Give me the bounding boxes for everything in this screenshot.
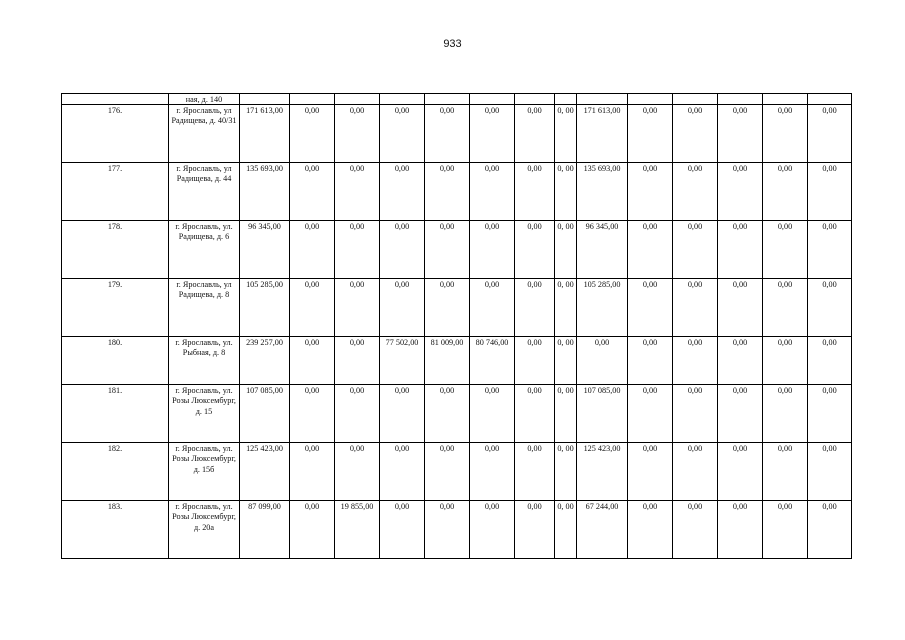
cell-c4: 0,00	[425, 221, 470, 279]
cell-c2: 0,00	[335, 443, 380, 501]
cell-empty	[555, 94, 577, 105]
cell-c12: 0,00	[763, 385, 808, 443]
cell-c8: 96 345,00	[577, 221, 628, 279]
cell-total: 125 423,00	[240, 443, 290, 501]
table-row	[62, 279, 852, 337]
cell-c9: 0,00	[628, 163, 673, 221]
cell-c7: 0, 00	[555, 279, 577, 337]
cell-c13: 0,00	[808, 221, 852, 279]
cell-c10: 0,00	[673, 337, 718, 385]
cell-c7: 0, 00	[555, 385, 577, 443]
cell-c10: 0,00	[673, 105, 718, 163]
cell-c6: 0,00	[515, 501, 555, 559]
cell-c4: 0,00	[425, 279, 470, 337]
cell-c11: 0,00	[718, 279, 763, 337]
cell-c3: 0,00	[380, 105, 425, 163]
cell-c4: 81 009,00	[425, 337, 470, 385]
cell-total: 107 085,00	[240, 385, 290, 443]
cell-empty	[380, 94, 425, 105]
data-table	[61, 93, 852, 559]
cell-c3: 0,00	[380, 221, 425, 279]
cell-n: 182.	[62, 443, 169, 501]
cell-c11: 0,00	[718, 501, 763, 559]
cell-total: 87 099,00	[240, 501, 290, 559]
cell-total: 135 693,00	[240, 163, 290, 221]
cell-c11: 0,00	[718, 385, 763, 443]
cell-c11: 0,00	[718, 163, 763, 221]
table-row	[62, 501, 852, 559]
cell-c5: 0,00	[470, 279, 515, 337]
cell-c1: 0,00	[290, 443, 335, 501]
cell-empty	[808, 94, 852, 105]
cell-c9: 0,00	[628, 221, 673, 279]
cell-c4: 0,00	[425, 163, 470, 221]
cell-total: 239 257,00	[240, 337, 290, 385]
cell-c13: 0,00	[808, 501, 852, 559]
cell-c8: 107 085,00	[577, 385, 628, 443]
cell-c8: 135 693,00	[577, 163, 628, 221]
cell-c4: 0,00	[425, 105, 470, 163]
cell-n: 183.	[62, 501, 169, 559]
cell-c2: 19 855,00	[335, 501, 380, 559]
cell-c10: 0,00	[673, 443, 718, 501]
table-row-continuation	[62, 94, 852, 105]
cell-c8: 67 244,00	[577, 501, 628, 559]
cell-address: ная, д. 140	[169, 94, 240, 105]
cell-c10: 0,00	[673, 221, 718, 279]
cell-c11: 0,00	[718, 221, 763, 279]
cell-c7: 0, 00	[555, 105, 577, 163]
cell-c13: 0,00	[808, 279, 852, 337]
table-row	[62, 163, 852, 221]
cell-address: г. Ярославль, ул. Радищева, д. 6	[169, 221, 240, 279]
cell-c9: 0,00	[628, 501, 673, 559]
table-row	[62, 385, 852, 443]
cell-c10: 0,00	[673, 163, 718, 221]
cell-c2: 0,00	[335, 337, 380, 385]
cell-c3: 0,00	[380, 443, 425, 501]
cell-c2: 0,00	[335, 221, 380, 279]
cell-c3: 0,00	[380, 163, 425, 221]
cell-empty	[240, 94, 290, 105]
cell-c4: 0,00	[425, 443, 470, 501]
cell-c13: 0,00	[808, 443, 852, 501]
cell-address: г. Ярославль, ул Радищева, д. 40/31	[169, 105, 240, 163]
cell-c7: 0, 00	[555, 443, 577, 501]
cell-c6: 0,00	[515, 385, 555, 443]
cell-c5: 0,00	[470, 385, 515, 443]
cell-empty	[290, 94, 335, 105]
cell-c4: 0,00	[425, 385, 470, 443]
table-row	[62, 443, 852, 501]
cell-c12: 0,00	[763, 105, 808, 163]
cell-empty	[425, 94, 470, 105]
cell-c9: 0,00	[628, 337, 673, 385]
cell-empty	[718, 94, 763, 105]
cell-c12: 0,00	[763, 337, 808, 385]
cell-c12: 0,00	[763, 163, 808, 221]
cell-c1: 0,00	[290, 105, 335, 163]
cell-total: 171 613,00	[240, 105, 290, 163]
cell-c1: 0,00	[290, 337, 335, 385]
cell-empty	[763, 94, 808, 105]
cell-c7: 0, 00	[555, 337, 577, 385]
cell-address: г. Ярославль, ул. Розы Люксембург, д. 15б	[169, 443, 240, 501]
cell-n: 176.	[62, 105, 169, 163]
cell-empty	[335, 94, 380, 105]
cell-c5: 0,00	[470, 501, 515, 559]
cell-c2: 0,00	[335, 105, 380, 163]
cell-c10: 0,00	[673, 501, 718, 559]
cell-c5: 0,00	[470, 105, 515, 163]
table-row	[62, 221, 852, 279]
cell-total: 96 345,00	[240, 221, 290, 279]
page-number: 933	[443, 38, 462, 50]
cell-c6: 0,00	[515, 443, 555, 501]
cell-c1: 0,00	[290, 501, 335, 559]
cell-c9: 0,00	[628, 105, 673, 163]
cell-c3: 0,00	[380, 501, 425, 559]
cell-c7: 0, 00	[555, 221, 577, 279]
cell-c3: 77 502,00	[380, 337, 425, 385]
cell-n: 179.	[62, 279, 169, 337]
cell-c6: 0,00	[515, 163, 555, 221]
cell-address: г. Ярославль, ул Радищева, д. 8	[169, 279, 240, 337]
cell-c7: 0, 00	[555, 501, 577, 559]
cell-c2: 0,00	[335, 163, 380, 221]
cell-c13: 0,00	[808, 163, 852, 221]
cell-c12: 0,00	[763, 501, 808, 559]
cell-c7: 0, 00	[555, 163, 577, 221]
cell-address: г. Ярославль, ул. Рыбная, д. 8	[169, 337, 240, 385]
cell-c5: 0,00	[470, 163, 515, 221]
cell-c13: 0,00	[808, 337, 852, 385]
table-row	[62, 105, 852, 163]
cell-c9: 0,00	[628, 443, 673, 501]
cell-n: 178.	[62, 221, 169, 279]
cell-c11: 0,00	[718, 105, 763, 163]
cell-c11: 0,00	[718, 337, 763, 385]
cell-empty	[62, 94, 169, 105]
cell-c5: 0,00	[470, 221, 515, 279]
cell-c1: 0,00	[290, 385, 335, 443]
cell-c8: 125 423,00	[577, 443, 628, 501]
cell-empty	[628, 94, 673, 105]
cell-c1: 0,00	[290, 279, 335, 337]
cell-c4: 0,00	[425, 501, 470, 559]
cell-address: г. Ярославль, ул Радищева, д. 44	[169, 163, 240, 221]
cell-total: 105 285,00	[240, 279, 290, 337]
cell-c11: 0,00	[718, 443, 763, 501]
cell-c6: 0,00	[515, 105, 555, 163]
cell-c8: 0,00	[577, 337, 628, 385]
cell-n: 181.	[62, 385, 169, 443]
cell-c2: 0,00	[335, 385, 380, 443]
cell-c1: 0,00	[290, 163, 335, 221]
cell-c12: 0,00	[763, 443, 808, 501]
cell-c10: 0,00	[673, 385, 718, 443]
cell-c12: 0,00	[763, 279, 808, 337]
cell-address: г. Ярославль, ул. Розы Люксембург, д. 15	[169, 385, 240, 443]
cell-c5: 80 746,00	[470, 337, 515, 385]
cell-empty	[577, 94, 628, 105]
cell-empty	[673, 94, 718, 105]
cell-c3: 0,00	[380, 385, 425, 443]
cell-c5: 0,00	[470, 443, 515, 501]
cell-c1: 0,00	[290, 221, 335, 279]
cell-n: 180.	[62, 337, 169, 385]
cell-address: г. Ярославль, ул. Розы Люксембург, д. 20а	[169, 501, 240, 559]
cell-c6: 0,00	[515, 221, 555, 279]
cell-c3: 0,00	[380, 279, 425, 337]
cell-c2: 0,00	[335, 279, 380, 337]
cell-c8: 105 285,00	[577, 279, 628, 337]
cell-c13: 0,00	[808, 385, 852, 443]
cell-empty	[515, 94, 555, 105]
cell-c13: 0,00	[808, 105, 852, 163]
cell-c9: 0,00	[628, 279, 673, 337]
cell-n: 177.	[62, 163, 169, 221]
cell-c8: 171 613,00	[577, 105, 628, 163]
cell-c12: 0,00	[763, 221, 808, 279]
table-row	[62, 337, 852, 385]
cell-empty	[470, 94, 515, 105]
cell-c9: 0,00	[628, 385, 673, 443]
cell-c6: 0,00	[515, 279, 555, 337]
cell-c10: 0,00	[673, 279, 718, 337]
cell-c6: 0,00	[515, 337, 555, 385]
